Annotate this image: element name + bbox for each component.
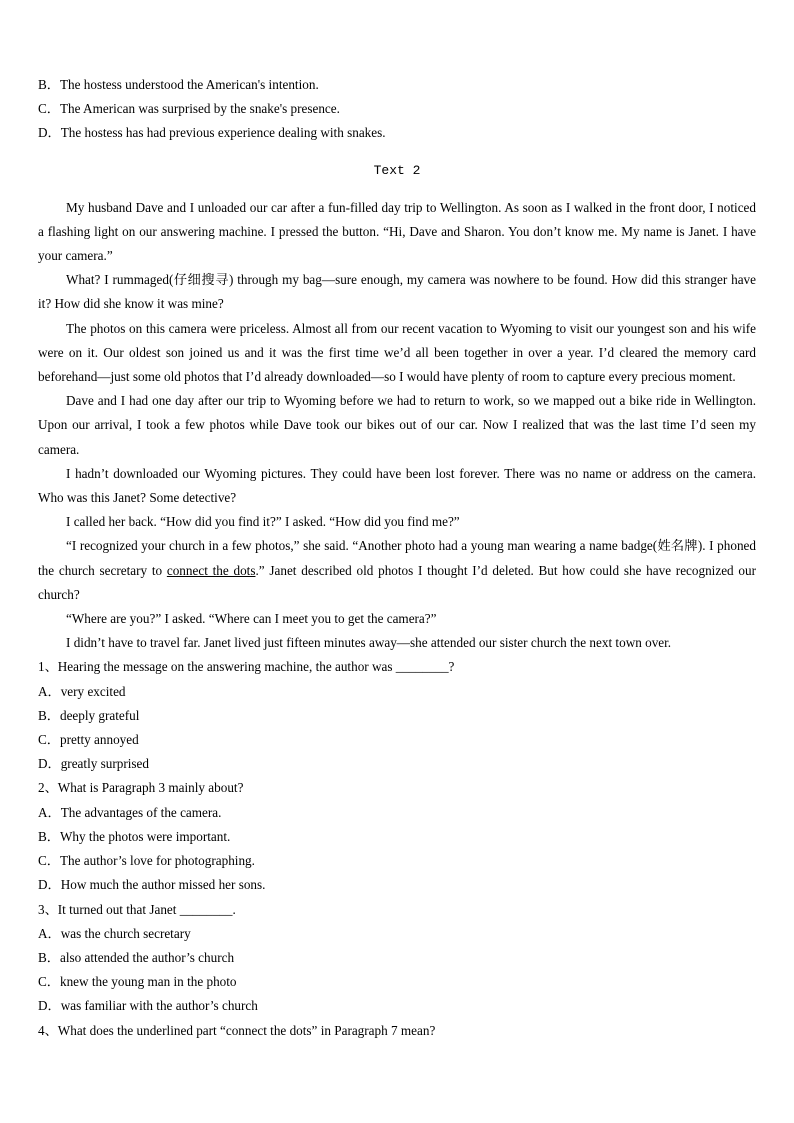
text-title: Text 2 [373,162,421,178]
paragraph-6: I called her back. “How did you find it?” I asked. “How did you find me?” [66,514,460,530]
underlined-phrase: connect the dots [166,562,256,578]
question-3-option-a: A．was the church secretary [38,925,191,941]
question-2-option-b: B．Why the photos were important. [38,828,231,844]
prev-option-b [38,73,756,97]
option-text: The hostess has had previous experience dealing with snakes. [60,125,386,141]
option-text: The American was surprised by the snake's presence. [59,101,340,117]
option-letter: C． [38,101,60,117]
prev-option-d [38,121,756,145]
question-2-stem: 2、What is Paragraph 3 mainly about? [38,780,244,796]
paragraph-4: Dave and I had one day after our trip to Wyoming before we had to return to work, so we mapped out a bike ride in Wellington. Upon our arrival, I took a few photos while Dave took our bikes out of our car. Now I realized that was the last time I’d seen my camera. [38,393,756,457]
paragraph-2: What? I rummaged(仔细搜寻) through my bag—sure enough, my camera was nowhere to be found. How did this stranger have it? How did she know it was mine? [38,272,756,312]
question-1-option-c: C．pretty annoyed [38,732,139,748]
paragraph-5: I hadn’t downloaded our Wyoming pictures. They could have been lost forever. There was no name or address on the camera. Who was this Janet? Some detective? [38,465,756,506]
question-1-option-a: A．very excited [38,683,126,699]
paragraph-7-text-a: “I recognized your church in a few photos,” she said. “Another photo had a young man wearing a name badge(姓名牌). I phoned the church secretary to [38,538,756,578]
paragraph-3: The photos on this camera were priceless. Almost all from our recent vacation to Wyoming to visit our youngest son and his wife were on it. Our oldest son joined us and it was the first time we’d all been together in over a year. I’d cleared the memory card beforehand—just some old photos that I’d already downloaded—so I would have plenty of room to capture every precious moment. [38,320,756,385]
question-3-stem: 3、It turned out that Janet ________. [38,901,236,917]
paragraph-9: I didn’t have to travel far. Janet lived just fifteen minutes away—she attended our sister church the next town over. [66,635,672,651]
question-4-stem: 4、What does the underlined part “connect the dots” in Paragraph 7 mean? [38,1022,436,1038]
question-1-option-b: B．deeply grateful [38,707,140,723]
option-letter: B． [38,77,60,92]
paragraph-7-text-b: .” Janet described old photos I thought I’d deleted. But how could she have recognized our church? [38,562,756,602]
question-1-stem: 1、Hearing the message on the answering machine, the author was ________? [38,659,455,675]
question-3-option-c: C．knew the young man in the photo [38,974,237,990]
question-2-option-c: C．The author’s love for photographing. [38,853,255,869]
paragraph-8: “Where are you?” I asked. “Where can I meet you to get the camera?” [66,611,437,627]
option-text: The hostess understood the American's intention. [59,77,319,92]
question-1-option-d: D．greatly surprised [38,756,149,772]
question-3-option-d: D．was familiar with the author’s church [38,998,258,1014]
question-2-option-a: A．The advantages of the camera. [38,804,222,820]
option-letter: D． [38,125,61,141]
paragraph-7 [38,534,756,607]
question-2-option-d: D．How much the author missed her sons. [38,877,266,893]
paragraph-1: My husband Dave and I unloaded our car after a fun-filled day trip to Wellington. As soon as I walked in the front door, I noticed a flashing light on our answering machine. I pressed the button. “Hi, Dave and Sharon. You don’t know me. My name is Janet. I have your camera.” [38,199,756,264]
question-3-option-b: B．also attended the author’s church [38,949,235,965]
prev-option-c [38,97,756,121]
